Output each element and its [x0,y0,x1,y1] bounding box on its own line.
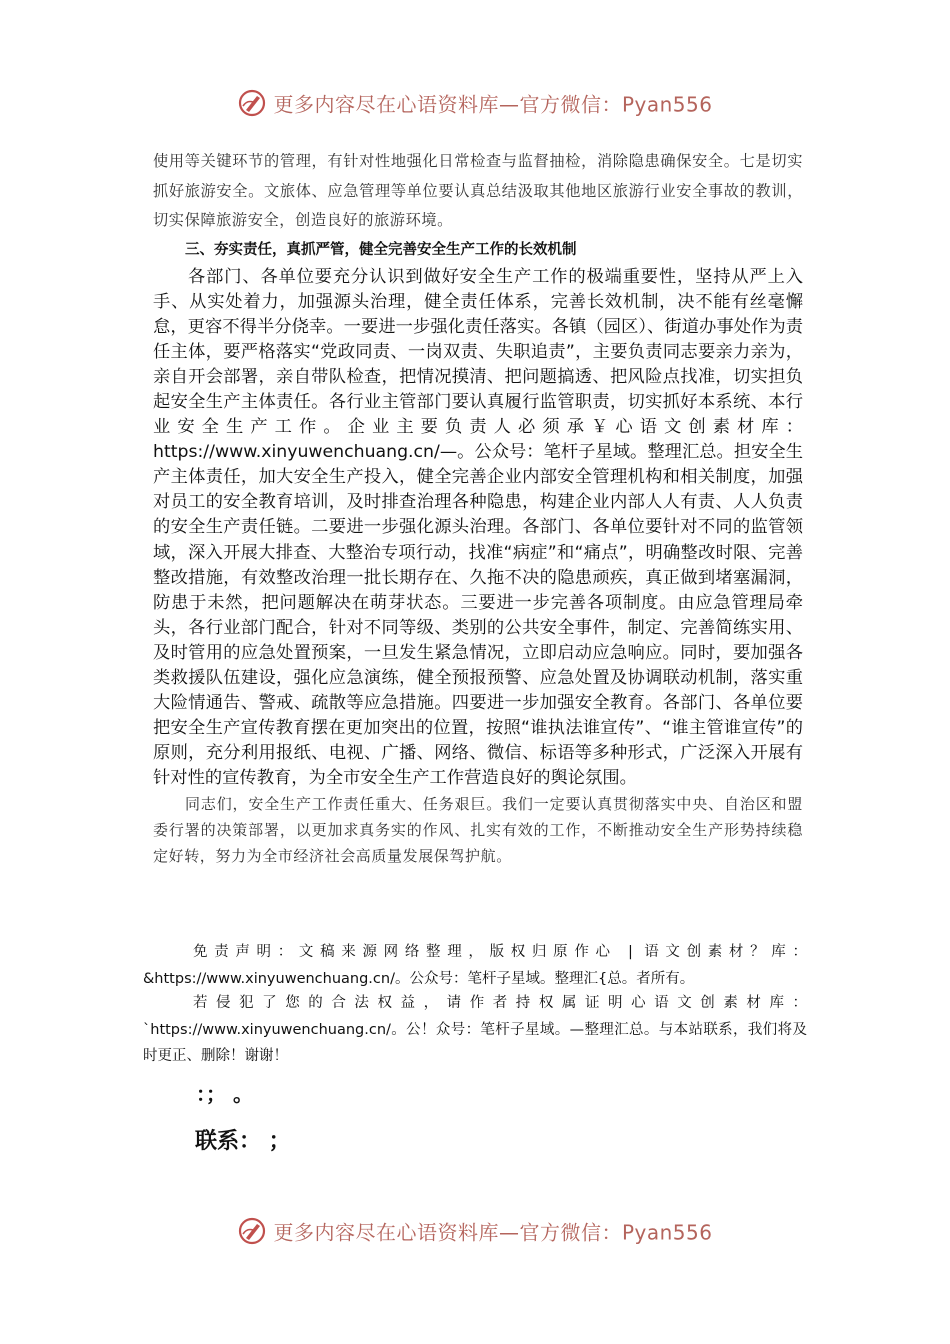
paragraph-tourism-safety: 使用等关键环节的管理，有针对性地强化日常检查与监督抽检，消除隐患确保安全。七是切实抓好旅游安全。文旅体、应急管理等单位要认真总结汲取其他地区旅游行业安全事故的教训，切实保障旅游安全，创造良好的旅游环境。 [153,152,803,229]
disclaimer-text-1: 免责声明：文稿来源网络整理，版权归原作心 | 语文创素材？库： &https://www.xinyuwenchuang.cn/。公众号：笔杆子星域。整理汇{总。者所有。 [143,944,807,987]
disclaimer-line-1 [143,939,807,992]
disclaimer-line-2 [143,990,807,1070]
document-body [153,147,803,869]
banner-text: 更多内容尽在心语资料库—官方微信：Pyan556 [273,92,713,117]
disclaimer-text-2: 若侵犯了您的合法权益，请作者持权属证明心语文创素材库： `https://www.xinyuwenchuang.cn/。公！众号：笔杆子星域。—整理汇总。与本站联系，我们将及时更正、删除！谢谢！ [143,995,807,1064]
contact-label: 联系： ； [195,1129,291,1154]
footer-watermark-banner [0,1216,950,1246]
section-heading: 三、夯实责任，真抓严管，健全完善安全生产工作的长效机制 [185,241,577,258]
banner-text: 更多内容尽在心语资料库—官方微信：Pyan556 [273,1220,713,1245]
header-watermark-banner [0,88,950,118]
paragraph-responsibilities: 各部门、各单位要充分认识到做好安全生产工作的极端重要性，坚持从严上入手、从实处着力，加强源头治理，健全责任体系，完善长效机制，决不能有丝毫懈怠，更容不得半分侥幸。一要进一步强化责任落实。各镇（园区）、街道办事处作为责任主体，要严格落实“党政同责、一岗双责、失职追责”，主要负责同志要亲力亲为，亲自开会部署，亲自带队检查，把情况摸清、把问题搞透、把风险点找准，切实担负起安全生产主体责任。各行业主管部门要认真履行监管职责，切实抓好本系统、本行业安全生产工作。企业主要负责人必须承￥心语文创素材库：https://www.xinyuwenchuang.cn/—。公众号：笔杆子星域。整理汇总。担安全生产主体责任，加大安全生产投入，健全完善企业内部安全管理机构和相关制度，加强对员工的安全教育培训，及时排查治理各种隐患，构建企业内部人人有责、人人负责的安全生产责任链。二要进一步强化源头治理。各部门、各单位要针对不同的监管领域，深入开展大排查、大整治专项行动，找准“病症”和“痛点”，明确整改时限、完善整改措施，有效整改治理一批长期存在、久拖不决的隐患顽疾，真正做到堵塞漏洞，防患于未然，把问题解决在萌芽状态。三要进一步完善各项制度。由应急管理局牵头，各行业部门配合，针对不同等级、类别的公共安全事件，制定、完善简练实用、及时管用的应急处置预案，一旦发生紧急情况，立即启动应急响应。同时，要加强各类救援队伍建设，强化应急演练，健全预报预警、应急处置及协调联动机制，落实重大险情通告、警戒、疏散等应急措施。四要进一步加强安全教育。各部门、各单位要把安全生产宣传教育摆在更加突出的位置，按照“谁执法谁宣传”、“谁主管谁宣传”的原则，充分利用报纸、电视、广播、网络、微信、标语等多种形式，广泛深入开展有针对性的宣传教育，为全市安全生产工作营造良好的舆论氛围。 [153,266,803,789]
pen-logo-icon [237,1216,267,1246]
pen-logo-icon [237,88,267,118]
punctuation-marks: ：； 。 [196,1082,253,1106]
paragraph-closing: 同志们，安全生产工作责任重大、任务艰巨。我们一定要认真贯彻落实中央、自治区和盟委行署的决策部署，以更加求真务实的作风、扎实有效的工作，不断推动安全生产形势持续稳定好转，努力为全市经济社会高质量发展保驾护航。 [153,795,803,866]
